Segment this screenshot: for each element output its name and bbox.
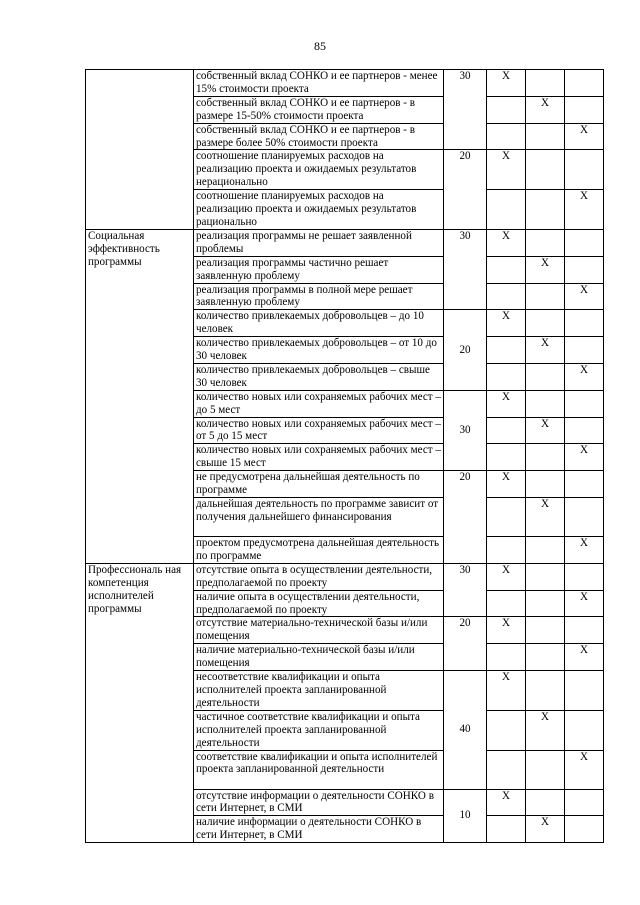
- criterion-group-label: Социальная эффективность программы: [86, 229, 194, 563]
- criterion-text: соотношение планируемых расходов на реализацию проекта и ожидаемых результатов нерационально: [194, 150, 444, 190]
- score-level-3-cell: [565, 471, 604, 498]
- score-level-3-cell: [565, 590, 604, 617]
- score-level-3-cell: [565, 256, 604, 283]
- score-level-3-cell: [565, 229, 604, 256]
- criterion-group-label: [86, 70, 194, 230]
- score-level-2-cell: [526, 150, 565, 190]
- max-score-cell: 20: [444, 617, 487, 671]
- criterion-text: частичное соответствие квалификации и опыта исполнителей проекта запланированной деятельности: [194, 710, 444, 750]
- criterion-text: количество новых или сохраняемых рабочих мест – свыше 15 мест: [194, 444, 444, 471]
- selected-mark: Х: [501, 70, 510, 82]
- score-level-1-cell: [487, 644, 526, 671]
- selected-mark: Х: [540, 96, 549, 109]
- score-level-3-cell: [565, 123, 604, 150]
- criterion-text: реализация программы не решает заявленной проблемы: [194, 229, 444, 256]
- score-level-2-cell: [526, 256, 565, 283]
- criterion-text: наличие материально-технической базы и/или помещения: [194, 644, 444, 671]
- criterion-text: наличие опыта в осуществлении деятельности, предполагаемой по проекту: [194, 590, 444, 617]
- score-level-2-cell: [526, 671, 565, 711]
- score-level-3-cell: [565, 190, 604, 230]
- criterion-text: реализация программы в полной мере решает заявленную проблему: [194, 283, 444, 310]
- score-level-1-cell: [487, 363, 526, 390]
- score-level-2-cell: [526, 750, 565, 789]
- score-level-3-cell: [565, 498, 604, 537]
- criterion-text: наличие информации о деятельности СОНКО в сети Интернет, в СМИ: [194, 816, 444, 843]
- score-level-3-cell: [565, 816, 604, 843]
- score-level-1-cell: [487, 256, 526, 283]
- score-level-2-cell: [526, 390, 565, 417]
- criterion-text: отсутствие информации о деятельности СОНКО в сети Интернет, в СМИ: [194, 789, 444, 816]
- selected-mark: Х: [579, 123, 588, 136]
- criterion-text: количество привлекаемых добровольцев – до 10 человек: [194, 310, 444, 337]
- score-level-2-cell: [526, 563, 565, 590]
- evaluation-criteria-table: [85, 69, 604, 843]
- selected-mark: Х: [501, 563, 510, 576]
- score-level-2-cell: [526, 537, 565, 564]
- max-score-cell: 30: [444, 70, 487, 150]
- score-level-2-cell: [526, 444, 565, 471]
- score-level-2-cell: [526, 644, 565, 671]
- score-level-1-cell: [487, 310, 526, 337]
- selected-mark: Х: [579, 283, 588, 296]
- selected-mark: Х: [501, 229, 510, 242]
- score-level-1-cell: [487, 417, 526, 444]
- criterion-text: количество новых или сохраняемых рабочих мест – от 5 до 15 мест: [194, 417, 444, 444]
- criterion-text: не предусмотрена дальнейшая деятельность по программе: [194, 471, 444, 498]
- selected-mark: Х: [579, 444, 588, 457]
- max-score-cell: 20: [444, 310, 487, 390]
- score-level-3-cell: [565, 310, 604, 337]
- score-level-2-cell: [526, 337, 565, 364]
- score-level-1-cell: [487, 710, 526, 750]
- score-level-1-cell: [487, 590, 526, 617]
- selected-mark: Х: [540, 710, 549, 723]
- score-level-1-cell: [487, 563, 526, 590]
- selected-mark: Х: [501, 789, 510, 802]
- score-level-3-cell: [565, 150, 604, 190]
- score-level-3-cell: [565, 283, 604, 310]
- max-score-cell: 10: [444, 789, 487, 843]
- score-level-1-cell: [487, 671, 526, 711]
- score-level-2-cell: [526, 816, 565, 843]
- selected-mark: Х: [579, 644, 588, 657]
- max-score-cell: 40: [444, 671, 487, 789]
- criterion-text: количество новых или сохраняемых рабочих мест – до 5 мест: [194, 390, 444, 417]
- score-level-3-cell: [565, 750, 604, 789]
- score-level-1-cell: [487, 390, 526, 417]
- score-level-2-cell: [526, 123, 565, 150]
- score-level-2-cell: [526, 710, 565, 750]
- score-level-1-cell: [487, 190, 526, 230]
- score-level-1-cell: [487, 471, 526, 498]
- max-score-cell: 20: [444, 150, 487, 229]
- score-level-1-cell: [487, 789, 526, 816]
- score-level-2-cell: [526, 229, 565, 256]
- score-level-2-cell: [526, 498, 565, 537]
- score-level-1-cell: [487, 750, 526, 789]
- criterion-text: проектом предусмотрена дальнейшая деятельность по программе: [194, 537, 444, 564]
- score-level-2-cell: [526, 471, 565, 498]
- selected-mark: Х: [579, 590, 588, 603]
- score-level-3-cell: [565, 70, 604, 97]
- criterion-text: отсутствие опыта в осуществлении деятельности, предполагаемой по проекту: [194, 563, 444, 590]
- criterion-text: соответствие квалификации и опыта исполнителей проекта запланированной деятельности: [194, 750, 444, 789]
- criterion-text: реализация программы частично решает заявленную проблему: [194, 256, 444, 283]
- score-level-2-cell: [526, 789, 565, 816]
- score-level-1-cell: [487, 816, 526, 843]
- table-row: [86, 229, 604, 256]
- selected-mark: Х: [579, 750, 588, 763]
- criterion-text: количество привлекаемых добровольцев – от 10 до 30 человек: [194, 337, 444, 364]
- score-level-1-cell: [487, 70, 526, 97]
- selected-mark: Х: [579, 190, 588, 203]
- score-level-1-cell: [487, 537, 526, 564]
- score-level-3-cell: [565, 363, 604, 390]
- criterion-text: соотношение планируемых расходов на реализацию проекта и ожидаемых результатов рационально: [194, 190, 444, 230]
- score-level-1-cell: [487, 229, 526, 256]
- score-level-2-cell: [526, 96, 565, 123]
- score-level-3-cell: [565, 789, 604, 816]
- page-number: 85: [314, 39, 326, 53]
- score-level-3-cell: [565, 96, 604, 123]
- criterion-text: дальнейшая деятельность по программе зависит от получения дальнейшего финансирования: [194, 498, 444, 537]
- score-level-1-cell: [487, 337, 526, 364]
- score-level-1-cell: [487, 96, 526, 123]
- max-score-cell: 20: [444, 471, 487, 564]
- table-row: [86, 70, 604, 97]
- selected-mark: Х: [501, 671, 510, 684]
- score-level-1-cell: [487, 617, 526, 644]
- max-score-cell: 30: [444, 563, 487, 617]
- score-level-1-cell: [487, 444, 526, 471]
- score-level-2-cell: [526, 590, 565, 617]
- score-level-2-cell: [526, 617, 565, 644]
- score-level-3-cell: [565, 644, 604, 671]
- selected-mark: Х: [501, 617, 510, 630]
- score-level-3-cell: [565, 563, 604, 590]
- selected-mark: Х: [501, 390, 510, 403]
- criterion-text: собственный вклад СОНКО и ее партнеров - в размере более 50% стоимости проекта: [194, 123, 444, 150]
- score-level-2-cell: [526, 310, 565, 337]
- score-level-1-cell: [487, 123, 526, 150]
- max-score-cell: 30: [444, 229, 487, 309]
- score-level-3-cell: [565, 617, 604, 644]
- score-level-2-cell: [526, 417, 565, 444]
- score-level-2-cell: [526, 283, 565, 310]
- selected-mark: Х: [540, 816, 549, 829]
- selected-mark: Х: [501, 471, 510, 484]
- criterion-group-label: Профессиональ ная компетенция исполнителей программы: [86, 563, 194, 842]
- score-level-3-cell: [565, 537, 604, 564]
- criterion-text: собственный вклад СОНКО и ее партнеров - менее 15% стоимости проекта: [194, 70, 444, 97]
- selected-mark: Х: [540, 337, 549, 350]
- score-level-3-cell: [565, 710, 604, 750]
- criterion-text: количество привлекаемых добровольцев – свыше 30 человек: [194, 363, 444, 390]
- score-level-3-cell: [565, 337, 604, 364]
- selected-mark: Х: [579, 537, 588, 549]
- selected-mark: Х: [540, 498, 549, 510]
- score-level-1-cell: [487, 498, 526, 537]
- score-level-1-cell: [487, 150, 526, 190]
- criterion-text: собственный вклад СОНКО и ее партнеров - в размере 15-50% стоимости проекта: [194, 96, 444, 123]
- table-row: [86, 563, 604, 590]
- selected-mark: Х: [501, 150, 510, 163]
- score-level-2-cell: [526, 190, 565, 230]
- max-score-cell: 30: [444, 390, 487, 470]
- score-level-3-cell: [565, 417, 604, 444]
- score-level-2-cell: [526, 363, 565, 390]
- score-level-2-cell: [526, 70, 565, 97]
- score-level-1-cell: [487, 283, 526, 310]
- selected-mark: Х: [540, 256, 549, 269]
- score-level-3-cell: [565, 390, 604, 417]
- selected-mark: Х: [540, 417, 549, 430]
- selected-mark: Х: [501, 310, 510, 323]
- score-level-3-cell: [565, 671, 604, 711]
- selected-mark: Х: [579, 363, 588, 376]
- criterion-text: несоответствие квалификации и опыта исполнителей проекта запланированной деятельности: [194, 671, 444, 711]
- criterion-text: отсутствие материально-технической базы и/или помещения: [194, 617, 444, 644]
- score-level-3-cell: [565, 444, 604, 471]
